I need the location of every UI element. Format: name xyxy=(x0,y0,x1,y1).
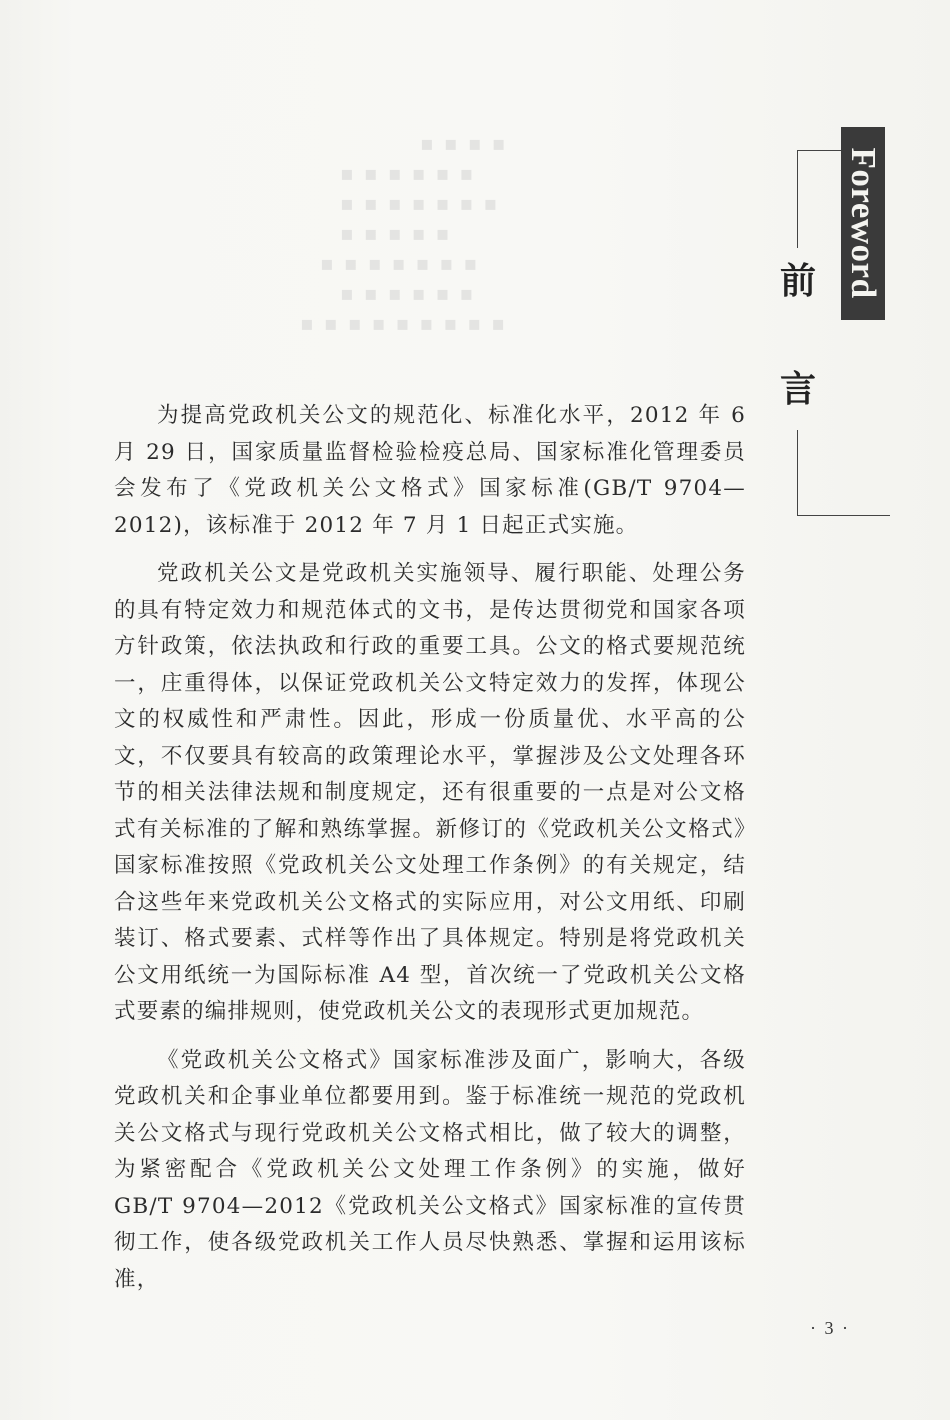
decorative-rule-vertical-top xyxy=(797,150,798,248)
paragraph-2: 党政机关公文是党政机关实施领导、履行职能、处理公务的具有特定效力和规范体式的文书，是传达贯彻党和国家各项方针政策，依法执政和行政的重要工具。公文的格式要规范统一，庄重得体，以保证党政机关公文特定效力的发挥，体现公文的权威性和严肃性。因此，形成一份质量优、水平高的公文，不仅要具有较高的政策理论水平，掌握涉及公文处理各环节的相关法律法规和制度规定，还有很重要的一点是对公文格式有关标准的了解和熟练掌握。新修订的《党政机关公文格式》国家标准按照《党政机关公文处理工作条例》的有关规定，结合这些年来党政机关公文格式的实际应用，对公文用纸、印刷装订、格式要素、式样等作出了具体规定。特别是将党政机关公文用纸统一为国际标准 A4 型，首次统一了党政机关公文格式要素的编排规则，使党政机关公文的表现形式更加规范。 xyxy=(114,561,746,1024)
body-text xyxy=(114,398,746,1298)
decorative-rule-top xyxy=(797,150,841,151)
page-number: · 3 · xyxy=(810,1318,850,1338)
paragraph-3: 《党政机关公文格式》国家标准涉及面广，影响大，各级党政机关和企事业单位都要用到。鉴于标准统一规范的党政机关公文格式与现行党政机关公文格式相比，做了较大的调整，为紧密配合《党政机关公文处理工作条例》的实施，做好 GB/T 9704—2012《党政机关公文格式》国家标准的宣传贯彻工作，使各级党政机关工作人员尽快熟悉、掌握和运用该标准， xyxy=(114,1047,746,1292)
page-title-char-2: 言 xyxy=(779,369,816,410)
decorative-rule-vertical-bottom xyxy=(797,430,798,515)
chapter-tab-label: Foreword xyxy=(844,147,883,299)
bleed-through-text: ▪ ▪ ▪ ▪ ▪ ▪ ▪ ▪ ▪ ▪ ▪ ▪ ▪ ▪ ▪ ▪ ▪ ▪ ▪ ▪ ▪ ▪ ▪ ▪ ▪ ▪ ▪ ▪ ▪ ▪ ▪ ▪ ▪ ▪ ▪ ▪ ▪ ▪ ▪ ▪ ▪ ▪ ▪ ▪ xyxy=(300,131,508,335)
decorative-rule-bottom xyxy=(797,515,890,516)
page-title-char-1: 前 xyxy=(779,261,816,302)
paragraph-1: 为提高党政机关公文的规范化、标准化水平，2012 年 6 月 29 日，国家质量监督检验检疫总局、国家标准化管理委员会发布了《党政机关公文格式》国家标准(GB/T 9704—2012)，该标准于 2012 年 7 月 1 日起正式实施。 xyxy=(114,403,746,538)
